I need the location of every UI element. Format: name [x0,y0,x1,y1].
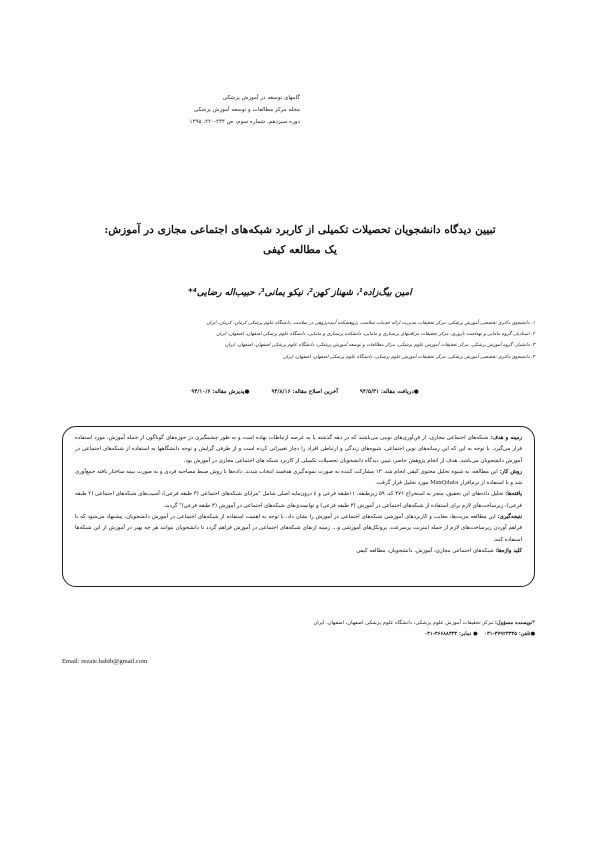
corresponding-address: مرکز تحقیقات آموزش علوم پزشکی، دانشگاه علوم پزشکی اصفهان، اصفهان، ایران [313,620,495,626]
affiliation-2: ۲. استادیار، گروه مامایی و بهداشت باروری، مرکز تحقیقات مراقبتهای پرستاری و مامایی، دانشکده پرستاری و مامایی، دانشگاه علوم پزشکی اصفهان، اصفهان، ایران [216,332,535,338]
affiliation-3: ۳. دانشیار، گروه آموزش پزشکی، مرکز تحقیقات آموزش علوم پزشکی، مرکز مطالعات و توسعه آموزش پزشکی، دانشگاه علوم پزشکی اصفهان، اصفهان، ایران [225,343,535,349]
journal-header [150,92,300,128]
abstract-method [75,467,522,490]
affiliations [65,318,535,363]
background-text: شبکه‌های اجتماعی مجازی، از فن‌آوری‌های نوینی می‌باشند که در دهه گذشته پا به عرصه ارتباطات نهاده است و به طور چشمگیری در حوزه‌های گوناگون از جمله آموزش، مورد استفاده قرار می‌گیرد. با توجه به این که این رسانه‌های نوین اجتماعی، شیوه‌های زندگی و ارتباطی افراد را دچار تغییراتی کرده است و از طرفی گرایش و توجه دانشگاهها به استفاده از شبکه‌های اجتماعی در آموزش دانشجویان می‌باشد، هدف از انجام پژوهش حاضر، تبیین دیدگاه دانشجویان تحصیلات تکمیلی از کاربرد شبکه های اجتماعی مجازی در آموزش بود. [75,435,522,464]
abstract-background [75,433,522,467]
abstract-box [62,426,535,587]
corresponding-author [110,618,535,640]
author-list: امین بیگ‌زاده¹، شهناز کهن²، نیکو یمانی³، حبیب‌اله رضایی⁴* [188,288,412,298]
article-dates [90,389,520,395]
journal-issue: دوره سیزدهم، شماره سوم، ص ۲۳۴-۲۲۰، ۱۳۹۵ [189,119,300,125]
abstract-results [75,489,522,512]
journal-name: گامهای توسعه در آموزش پزشکی [222,95,300,101]
conclusion-text: این مطالعه مزیت‌ها، معایب و کاربردهای آموزشی شبکه‌های اجتماعی در آموزش را نشان داد. با توجه به اهمیت استفاده از شبکه‌های اجتماعی در آموزش دانشجویان، پیشنهاد می‌شود که با فراهم آوردن زیرساخت‌های لازم از جمله اینترنت پرسرعت، پروتکل‌های آموزشی و... زمینه ارتقای شبکه‌های اجتماعی در آموزش فراهم گردد تا دانشجویان بتوانند هر چه بهتر در آموزش از این شبکه‌ها استفاده کنند. [75,514,522,543]
paper-title-line-2: یک مطالعه کیفی [263,244,337,256]
keywords-text: شبکه‌های اجتماعی مجازی، آموزش، دانشجویان، مطالعه کیفی [356,547,496,554]
corresponding-label: *نویسنده مسؤول: [495,620,535,626]
revised-date: آخرین اصلاح مقاله: ۹۴/۸/۱۶ [271,389,338,395]
keywords-label: کلید واژه‌ها: [495,547,522,554]
fax-number: ● نمابر: ۳۶۶۸۸۳۳۳-۰۳۱ [424,631,478,637]
method-label: روش کار: [499,468,523,475]
journal-publisher: مجله مرکز مطالعات و توسعه آموزش پزشکی [193,107,300,113]
paper-title-line-1: تبیین دیدگاه دانشجویان تحصیلات تکمیلی از کاربرد شبکه‌های اجتماعی مجازی در آموزش: [104,224,496,236]
contact-numbers [110,629,535,640]
results-label: یافته‌ها: [505,491,522,498]
email-address[interactable]: Email: rezaie.habib@gmail.com [62,658,148,665]
paper-title [70,220,530,260]
affiliation-1: ۱. دانشجوی دکتری تخصصی آموزش پزشکی، مرکز تحقیقات مدیریت ارائه خدمات سلامت، پژوهشکده آینده‌پژوهی در سلامت، دانشگاه علوم پزشکی کرمان، کرمان، ایران [206,321,535,326]
accepted-date: ●پذیرش مقاله: ۹۴/۱۰/۶ [191,389,250,395]
received-date: ●دریافت مقاله: ۹۴/۵/۳۱ [359,389,419,395]
method-text: این مطالعه، به شیوه تحلیل محتوی کیفی انجام شد. ۱۳ مشارکت کننده به صورت نمونه‌گیری هدفمند انتخاب شدند. داده‌ها با روش ضبط مصاحبه فردی و به صورت نیمه ساختار یافته جمع‌آوری شد و با استفاده از نرم‌افزار MaxQdata مورد تحلیل قرار گرفت. [75,468,522,487]
background-label: زمینه و هدف: [490,435,522,441]
abstract-conclusion [75,512,522,546]
results-text: تحلیل داده‌های این تحقیق، منجر به استخراج ۴۷۶ کد، ۵۹ زیرطبقه، ۱۱طبقه فرعی و ٤ درون‌مایه اصلی شامل "مزایای شبکه‌های اجتماعی (۳ طبقه فرعی)، آسیب‌های شبکه‌های اجتماعی (۲ طبقه فرعی)، زیرساخت‌های لازم برای استفاده از شبکه‌های اجتماعی در آموزش (۳ طبقه فرعی) و توانمندی‌های شبکه‌های اجتماعی در آموزش (۳ طبقه فرعی)" گردید. [75,491,522,509]
corresponding-address-line [110,618,535,629]
abstract-keywords [75,546,522,557]
affiliation-4: ۴. دانشجوی دکتری تخصصی آموزش پزشکی، مرکز تحقیقات آموزش علوم پزشکی، دانشگاه علوم پزشکی اصفهان، اصفهان، ایران [283,354,535,360]
conclusion-label: نتیجه‌گیری: [497,514,522,521]
tel-number: ●تلفن: ۳۷۹۲۳۳۳۵-۰۳۱ [484,631,535,637]
